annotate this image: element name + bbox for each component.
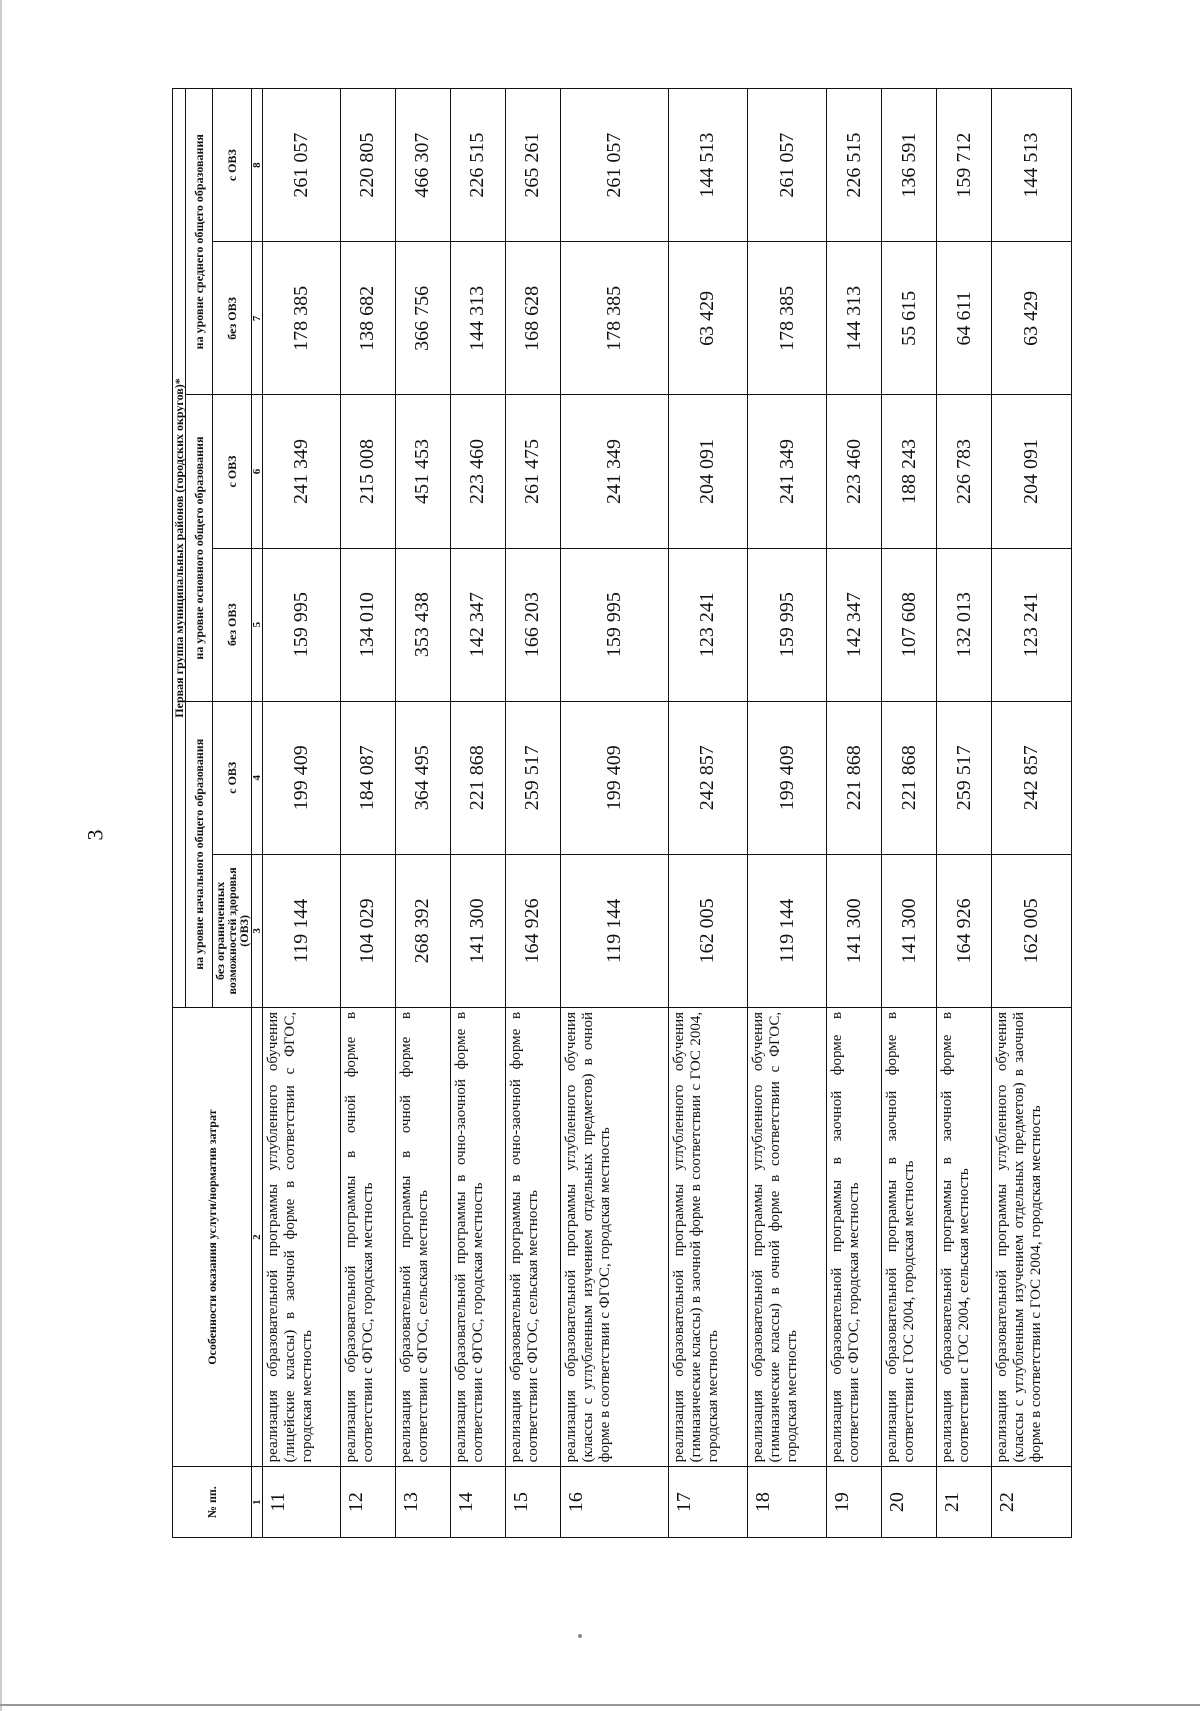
table-row (937, 89, 992, 1538)
cost-value: 215 008 (340, 395, 395, 548)
row-description: реализация образовательной программы углубленного обучения (классы с углубленным изучением отдельных предметов) в очной форме в соответствии с ФГОС, городская местность (560, 1007, 668, 1466)
cost-value: 364 495 (395, 701, 450, 854)
cost-value: 144 513 (992, 89, 1072, 242)
row-description: реализация образовательной программы в очно-заочной форме в соответствии с ФГОС, сельская местность (505, 1007, 560, 1466)
cost-value: 221 868 (882, 701, 937, 854)
cost-value: 104 029 (340, 854, 395, 1007)
table-row (263, 89, 340, 1538)
cost-value: 188 243 (882, 395, 937, 548)
cost-value: 204 091 (992, 395, 1072, 548)
cost-value: 353 438 (395, 548, 450, 701)
row-description: реализация образовательной программы углубленного обучения (классы с углубленным изучением отдельных предметов) в заочной форме в соответствии с ГОС 2004, городская местность (992, 1007, 1072, 1466)
table-row (827, 89, 882, 1538)
cost-value: 144 313 (450, 242, 505, 395)
cost-value: 159 995 (560, 548, 668, 701)
cost-value: 119 144 (263, 854, 340, 1007)
cost-value: 162 005 (668, 854, 747, 1007)
cost-value: 220 805 (340, 89, 395, 242)
row-description: реализация образовательной программы углубленного обучения (гимназические классы) в заочной форме в соответствии с ГОС 2004, городская местность (668, 1007, 747, 1466)
row-number: 15 (505, 1467, 560, 1538)
header-sub-no-ovz-full: без ограниченных возможностей здоровья (ОВЗ) (213, 854, 252, 1007)
table-row (505, 89, 560, 1538)
row-number: 18 (748, 1467, 827, 1538)
header-level-secondary: на уровне среднего общего образования (186, 89, 213, 395)
cost-value: 261 057 (560, 89, 668, 242)
cost-value: 223 460 (450, 395, 505, 548)
cost-value: 166 203 (505, 548, 560, 701)
cost-value: 123 241 (992, 548, 1072, 701)
row-description: реализация образовательной программы в очной форме в соответствии с ФГОС, сельская местность (395, 1007, 450, 1466)
cost-value: 159 995 (263, 548, 340, 701)
header-sub-no-ovz: без ОВЗ (213, 242, 252, 395)
cost-value: 55 615 (882, 242, 937, 395)
cost-value: 162 005 (992, 854, 1072, 1007)
row-number: 20 (882, 1467, 937, 1538)
cost-norms-table (172, 88, 1072, 1538)
cost-value: 136 591 (882, 89, 937, 242)
table-row (992, 89, 1072, 1538)
row-number: 12 (340, 1467, 395, 1538)
cost-value: 64 611 (937, 242, 992, 395)
scan-edge (0, 0, 2, 1711)
header-level-basic: на уровне основного общего образования (186, 395, 213, 701)
cost-value: 241 349 (560, 395, 668, 548)
cost-value: 259 517 (505, 701, 560, 854)
cost-value: 366 756 (395, 242, 450, 395)
column-number: 2 (252, 1007, 263, 1466)
cost-value: 138 682 (340, 242, 395, 395)
table-row (560, 89, 668, 1538)
scan-speck (578, 1634, 582, 1638)
table-row (882, 89, 937, 1538)
row-description: реализация образовательной программы углубленного обучения (гимназические классы) в очной форме в соответствии с ФГОС, городская местность (748, 1007, 827, 1466)
row-description: реализация образовательной программы в очной форме в соответствии с ФГОС, городская местность (340, 1007, 395, 1466)
table-row (450, 89, 505, 1538)
cost-value: 204 091 (668, 395, 747, 548)
cost-value: 221 868 (450, 701, 505, 854)
cost-value: 226 783 (937, 395, 992, 548)
cost-value: 268 392 (395, 854, 450, 1007)
row-description: реализация образовательной программы углубленного обучения (лицейские классы) в заочной форме в соответствии с ФГОС, городская местность (263, 1007, 340, 1466)
cost-value: 142 347 (450, 548, 505, 701)
table-row (668, 89, 747, 1538)
cost-value: 199 409 (748, 701, 827, 854)
cost-value: 242 857 (668, 701, 747, 854)
cost-value: 134 010 (340, 548, 395, 701)
row-number: 17 (668, 1467, 747, 1538)
cost-value: 144 313 (827, 242, 882, 395)
cost-value: 107 608 (882, 548, 937, 701)
cost-value: 119 144 (748, 854, 827, 1007)
header-group: Первая группа муниципальных районов (городских округов)* (173, 89, 186, 1008)
header-sub-no-ovz: без ОВЗ (213, 548, 252, 701)
cost-value: 63 429 (668, 242, 747, 395)
column-number-row (252, 89, 263, 1538)
cost-value: 178 385 (263, 242, 340, 395)
row-description: реализация образовательной программы в заочной форме в соответствии с ГОС 2004, сельская местность (937, 1007, 992, 1466)
cost-value: 164 926 (505, 854, 560, 1007)
page-number: 3 (82, 829, 108, 841)
cost-value: 159 995 (748, 548, 827, 701)
cost-value: 223 460 (827, 395, 882, 548)
cost-value: 265 261 (505, 89, 560, 242)
cost-value: 168 628 (505, 242, 560, 395)
row-number: 16 (560, 1467, 668, 1538)
cost-value: 199 409 (263, 701, 340, 854)
cost-value: 259 517 (937, 701, 992, 854)
cost-value: 141 300 (882, 854, 937, 1007)
cost-value: 242 857 (992, 701, 1072, 854)
header-feature: Особенности оказания услуги/норматив затрат (173, 1007, 252, 1466)
header-sub-ovz: с ОВЗ (213, 89, 252, 242)
cost-value: 178 385 (748, 242, 827, 395)
row-number: 22 (992, 1467, 1072, 1538)
cost-value: 184 087 (340, 701, 395, 854)
cost-value: 226 515 (827, 89, 882, 242)
header-number: № пп. (173, 1467, 252, 1538)
column-number: 6 (252, 395, 263, 548)
cost-value: 164 926 (937, 854, 992, 1007)
cost-value: 144 513 (668, 89, 747, 242)
header-sub-ovz: с ОВЗ (213, 701, 252, 854)
cost-value: 241 349 (748, 395, 827, 548)
column-number: 7 (252, 242, 263, 395)
table-row (340, 89, 395, 1538)
cost-value: 141 300 (827, 854, 882, 1007)
row-description: реализация образовательной программы в очно-заочной форме в соответствии с ФГОС, городская местность (450, 1007, 505, 1466)
table-row (748, 89, 827, 1538)
cost-value: 241 349 (263, 395, 340, 548)
cost-value: 221 868 (827, 701, 882, 854)
cost-value: 123 241 (668, 548, 747, 701)
header-level-primary: на уровне начального общего образования (186, 701, 213, 1007)
row-number: 11 (263, 1467, 340, 1538)
column-number: 1 (252, 1467, 263, 1538)
cost-value: 132 013 (937, 548, 992, 701)
cost-value: 261 057 (748, 89, 827, 242)
cost-value: 451 453 (395, 395, 450, 548)
cost-value: 261 475 (505, 395, 560, 548)
row-description: реализация образовательной программы в заочной форме в соответствии с ГОС 2004, городская местность (882, 1007, 937, 1466)
row-number: 13 (395, 1467, 450, 1538)
cost-value: 141 300 (450, 854, 505, 1007)
cost-value: 226 515 (450, 89, 505, 242)
cost-value: 142 347 (827, 548, 882, 701)
cost-value: 178 385 (560, 242, 668, 395)
table-row (395, 89, 450, 1538)
scan-bottom-edge (0, 1704, 1200, 1706)
column-number: 8 (252, 89, 263, 242)
rotated-table-wrapper (172, 88, 1072, 1538)
row-number: 14 (450, 1467, 505, 1538)
column-number: 4 (252, 701, 263, 854)
column-number: 3 (252, 854, 263, 1007)
cost-value: 199 409 (560, 701, 668, 854)
header-sub-ovz: с ОВЗ (213, 395, 252, 548)
row-number: 19 (827, 1467, 882, 1538)
cost-value: 159 712 (937, 89, 992, 242)
row-number: 21 (937, 1467, 992, 1538)
cost-value: 63 429 (992, 242, 1072, 395)
cost-value: 261 057 (263, 89, 340, 242)
cost-value: 466 307 (395, 89, 450, 242)
row-description: реализация образовательной программы в заочной форме в соответствии с ФГОС, городская местность (827, 1007, 882, 1466)
cost-value: 119 144 (560, 854, 668, 1007)
column-number: 5 (252, 548, 263, 701)
